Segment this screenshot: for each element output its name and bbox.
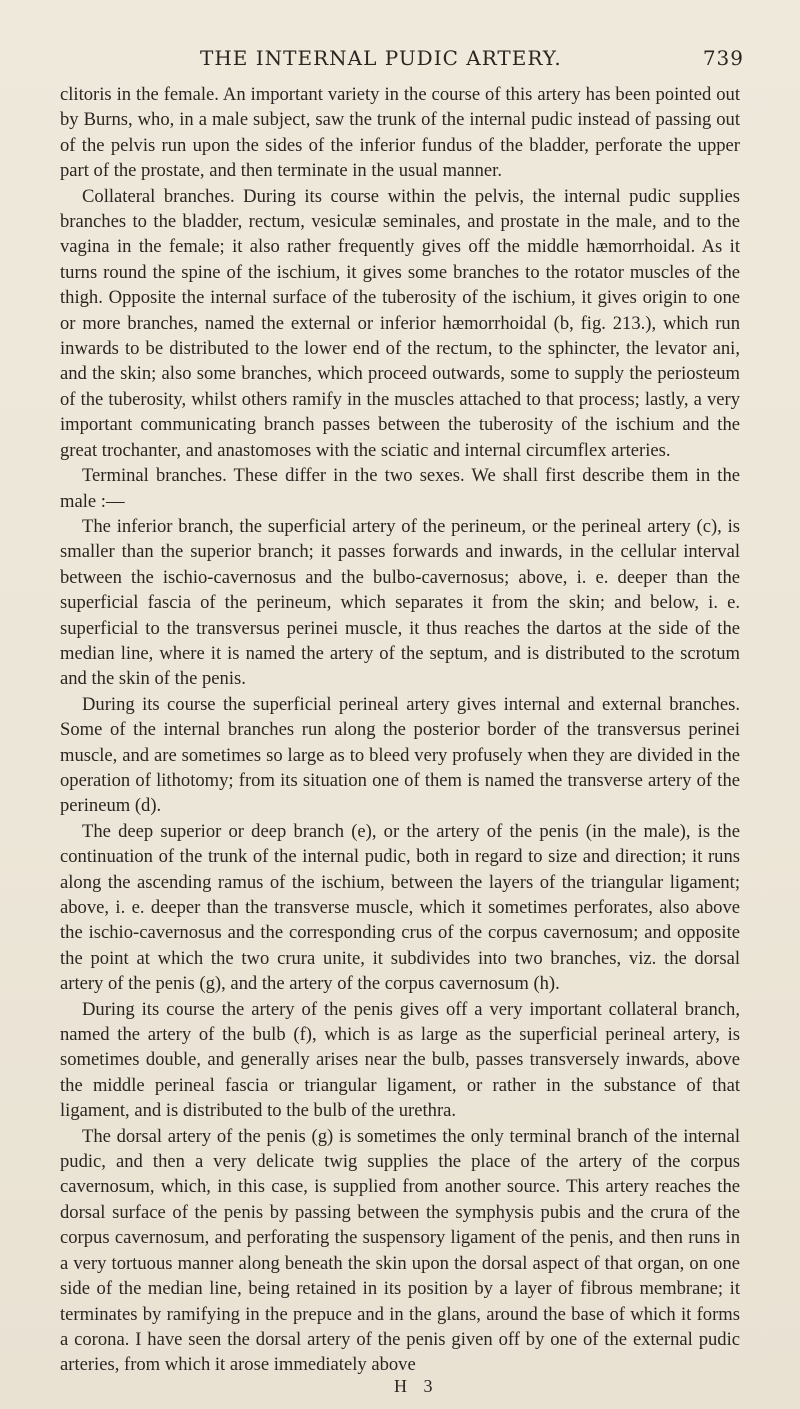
paragraph-perineal-course: During its course the superficial perineal artery gives internal and external branches. Some of the internal branches run along the posterior border of the transversus perinei muscle, and are sometimes so large as to bleed very profusely when they are divided in the operation of lithotomy; from its situation one of them is named the transverse artery of the perineum (d). (60, 693, 740, 817)
paragraph-inferior-branch: The inferior branch, the superficial artery of the perineum, or the perineal artery (c), is smaller than the superior branch; it passes forwards and inwards, in the cellular interval between the ischio-cavernosus and the bulbo-cavernosus; above, i. e. deeper than the superficial fascia of the perineum, which separates it from the skin; and below, i. e. superficial to the transversus perinei muscle, it thus reaches the dartos at the side of the median line, where it is named the artery of the septum, and is distributed to the scrotum and the skin of the penis. (60, 515, 740, 690)
paragraph-artery-of-bulb: During its course the artery of the penis gives off a very important collateral branch, named the artery of the bulb (f), which is as large as the superficial perineal artery, is sometimes double, and generally arises near the bulb, passes transversely inwards, above the middle perineal fascia or triangular ligament, or rather in the substance of that ligament, and is distributed to the bulb of the urethra. (60, 998, 740, 1122)
paragraph-continuation: clitoris in the female. An important variety in the course of this artery has been pointed out by Burns, who, in a male subject, saw the trunk of the internal pudic instead of passing out of the pelvis run upon the sides of the inferior fundus of the bladder, perforate the upper part of the prostate, and then terminate in the usual manner. (60, 84, 740, 182)
page-number: 739 (702, 46, 744, 70)
paragraph-deep-branch: The deep superior or deep branch (e), or the artery of the penis (in the male), is the continuation of the trunk of the internal pudic, both in regard to size and direction; it runs along the ascending ramus of the ischium, between the layers of the triangular ligament; above, i. e. deeper than the transverse muscle, which it sometimes perforates, also above the ischio-cavernosus and the corresponding crus of the corpus cavernosum; and opposite the point at which the two crura unite, it subdivides into two branches, viz. the dorsal artery of the penis (g), and the artery of the corpus cavernosum (h). (60, 820, 740, 995)
paragraph-terminal-branches: Terminal branches. These differ in the two sexes. We shall first describe them in the male :— (60, 465, 740, 512)
paragraph-collateral-branches: Collateral branches. During its course within the pelvis, the internal pudic supplies branches to the bladder, rectum, vesiculæ seminales, and prostate in the male, and to the vagina in the female; it also rather frequently gives off the middle hæmorrhoidal. As it turns round the spine of the ischium, it gives some branches to the rotator muscles of the thigh. Opposite the internal surface of the tuberosity of the ischium, it gives origin to one or more branches, named the external or inferior hæmorrhoidal (b, fig. 213.), which run inwards to be distributed to the lower end of the rectum, to the sphincter, the levator ani, and the skin; also some branches, which proceed outwards, some to supply the periosteum of the tuberosity, whilst others ramify in the muscles attached to that process; lastly, a very important communicating branch passes between the tuberosity of the ischium and the great trochanter, and anastomoses with the sciatic and internal circumflex arteries. (60, 185, 740, 461)
paragraph-dorsal-artery: The dorsal artery of the penis (g) is sometimes the only terminal branch of the internal pudic, and then a very delicate twig supplies the place of the artery of the corpus cavernosum, which, in this case, is supplied from another source. This artery reaches the dorsal surface of the penis by passing between the symphysis pubis and the crura of the corpus cavernosum, and perforating the suspensory ligament of the penis, and then runs in a very tortuous manner along beneath the skin upon the dorsal aspect of that organ, on one side of the median line, being retained in its position by a layer of fibrous membrane; it terminates by ramifying in the prepuce and in the glans, around the base of which it forms a corona. I have seen the dorsal artery of the penis given off by one of the external pudic arteries, from which it arose immediately above (60, 1125, 740, 1376)
page-body (60, 82, 740, 1378)
running-header (200, 46, 744, 78)
signature-mark: H 3 (394, 1375, 439, 1396)
running-title: THE INTERNAL PUDIC ARTERY. (200, 46, 562, 70)
